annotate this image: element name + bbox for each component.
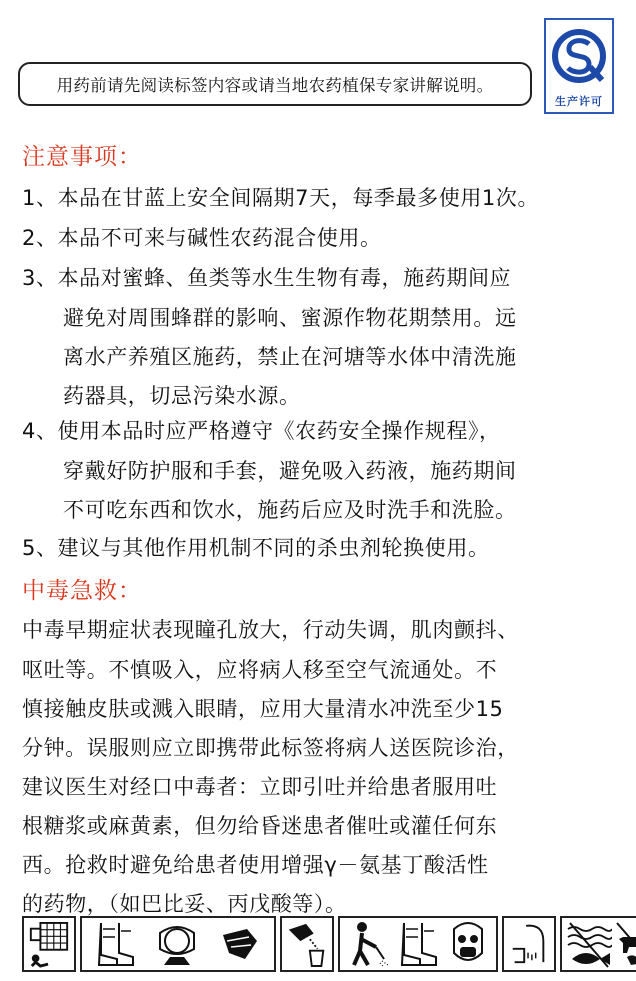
- wear-mask-icon: [446, 919, 490, 969]
- qs-logo-caption: 生产许可: [555, 95, 603, 108]
- precaution-line: 2、本品不可来与碱性农药混合使用。: [22, 226, 382, 250]
- notice-box: [18, 62, 532, 106]
- precaution-line: 离水产养殖区施药，禁止在河塘等水体中清洗施: [63, 345, 517, 369]
- dangerous-to-fish-icon: [566, 919, 612, 969]
- wash-after-use-icon: [507, 919, 551, 969]
- pictogram-group-handling: [280, 916, 334, 972]
- pictogram-group-protection: [80, 916, 276, 972]
- wear-boots-icon: [93, 919, 137, 969]
- pictogram-strip: [22, 916, 636, 974]
- dangerous-to-livestock-icon: [613, 919, 636, 969]
- qs-logo-icon: [546, 20, 612, 96]
- first-aid-line: 建议医生对经口中毒者：立即引吐并给患者服用吐: [22, 775, 498, 799]
- qs-logo: [544, 18, 614, 114]
- first-aid-line: 西。抢救时避免给患者使用增强γ－氨基丁酸活性: [22, 853, 489, 877]
- precaution-line: 4、使用本品时应严格遵守《农药安全操作规程》，: [22, 419, 501, 443]
- keep-locked-away-icon: [27, 919, 71, 969]
- first-aid-line: 慎接触皮肤或溅入眼睛，应用大量清水冲洗至少15: [22, 697, 504, 721]
- pictogram-group-environment: [560, 916, 636, 972]
- precaution-line: 5、建议与其他作用机制不同的杀虫剂轮换使用。: [22, 536, 490, 560]
- precaution-line: 药器具，切忌污染水源。: [63, 384, 301, 408]
- first-aid-line: 呕吐等。不慎吸入，应将病人移至空气流通处。不: [22, 658, 498, 682]
- pictogram-group-application: [338, 916, 498, 972]
- first-aid-title: 中毒急救：: [22, 578, 142, 604]
- pictogram-group-storage: [22, 916, 76, 972]
- dilute-pour-icon: [285, 919, 329, 969]
- first-aid-line: 中毒早期症状表现瞳孔放大，行动失调，肌肉颤抖、: [22, 618, 519, 642]
- pictogram-group-hygiene: [502, 916, 556, 972]
- precaution-line: 1、本品在甘蓝上安全间隔期7天，每季最多使用1次。: [22, 186, 540, 210]
- precaution-line: 3、本品对蜜蜂、鱼类等水生生物有毒，施药期间应: [22, 266, 512, 290]
- notice-text: 用药前请先阅读标签内容或请当地农药植保专家讲解说明。: [56, 76, 494, 95]
- spraying-icon: [346, 919, 390, 969]
- precaution-line: 避免对周围蜂群的影响、蜜源作物花期禁用。远: [63, 306, 517, 330]
- first-aid-line: 分钟。误服则应立即携带此标签将病人送医院诊治，: [22, 736, 519, 760]
- first-aid-line: 根糖浆或麻黄素，但勿给昏迷患者催吐或灌任何东: [22, 814, 498, 838]
- precaution-line: 穿戴好防护服和手套，避免吸入药液，施药期间: [63, 459, 517, 483]
- precaution-line: 不可吃东西和饮水，施药后应及时洗手和洗脸。: [63, 498, 517, 522]
- precautions-title: 注意事项：: [22, 144, 142, 170]
- first-aid-line: 的药物，（如巴比妥、丙戊酸等）。: [22, 892, 347, 916]
- wear-gloves-icon: [217, 919, 263, 969]
- wear-face-shield-icon: [154, 919, 200, 969]
- wear-boots-icon-2: [396, 919, 440, 969]
